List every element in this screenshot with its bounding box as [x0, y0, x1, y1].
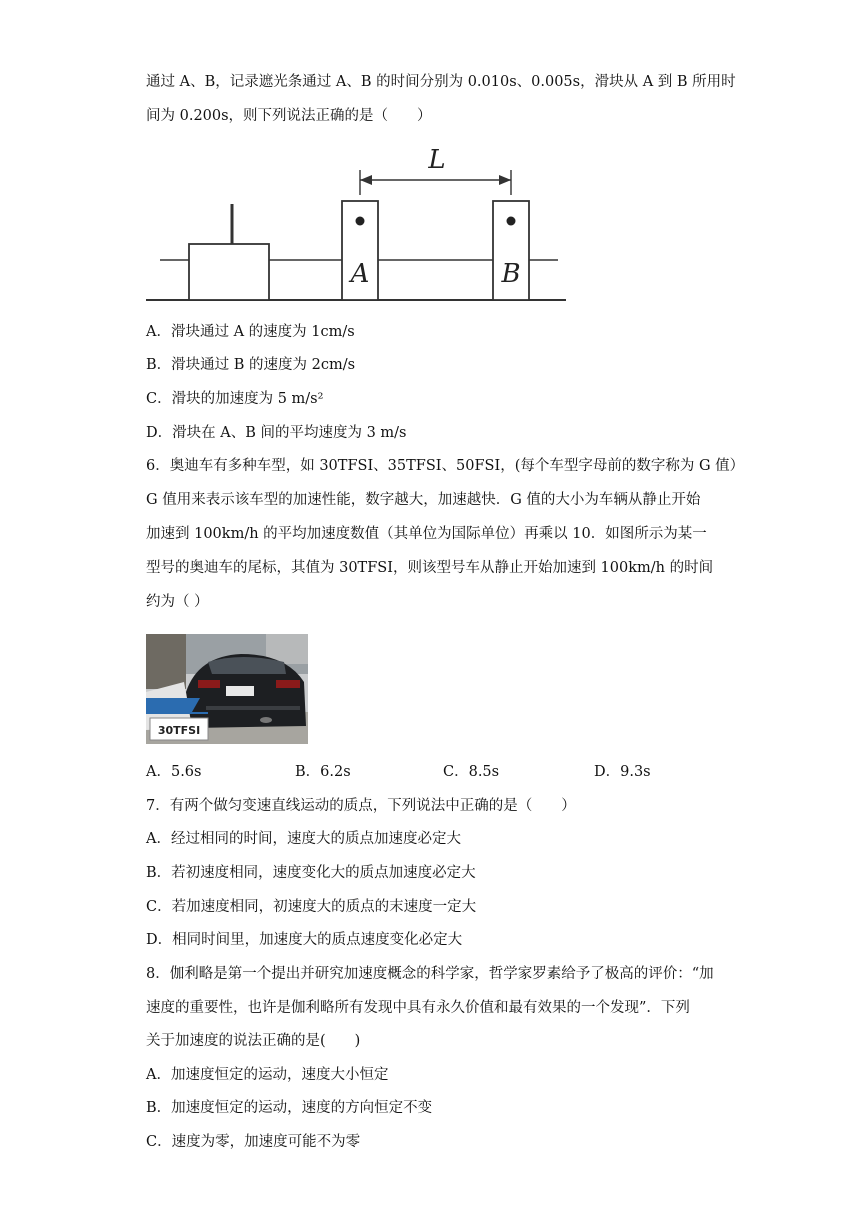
photogate-figure: [146, 140, 566, 305]
q6-stem-line-3: 加速到 100km/h 的平均加速度数值（其单位为国际单位）再乘以 10．如图所示为某一: [146, 526, 707, 542]
q8-option-a: A．加速度恒定的运动，速度大小恒定: [146, 1067, 389, 1083]
q6-option-c: C．8.5s: [443, 764, 500, 780]
gate-a-dot: [356, 217, 365, 226]
q6-stem-line-5: 约为（ ）: [146, 594, 209, 610]
q8-stem-line-3: 关于加速度的说法正确的是( ): [146, 1033, 361, 1049]
gate-b-dot: [507, 217, 516, 226]
q7-option-d: D．相同时间里，加速度大的质点速度变化必定大: [146, 932, 463, 948]
q6-option-d: D．9.3s: [594, 764, 651, 780]
q6-stem-line-4: 型号的奥迪车的尾标，其值为 30TFSI，则该型号车从静止开始加速到 100km/h 的时间: [146, 560, 714, 576]
slider-block: [189, 244, 269, 300]
q7-option-b: B．若初速度相同，速度变化大的质点加速度必定大: [146, 865, 476, 881]
q7-option-a: A．经过相同的时间，速度大的质点加速度必定大: [146, 831, 461, 847]
q8-option-b: B．加速度恒定的运动，速度的方向恒定不变: [146, 1100, 433, 1116]
gate-b-label: B: [501, 259, 521, 289]
q5-option-b: B．滑块通过 B 的速度为 2cm/s: [146, 357, 356, 373]
q6-stem-line-2: G 值用来表示该车型的加速性能，数字越大，加速越快．G 值的大小为车辆从静止开始: [146, 492, 701, 508]
dimension-label: L: [428, 145, 446, 175]
q6-option-a: A．5.6s: [146, 764, 202, 780]
q8-stem-line-2: 速度的重要性，也许是伽利略所有发现中具有永久价值和最有效果的一个发现”．下列: [146, 1000, 690, 1016]
q5-option-d: D．滑块在 A、B 间的平均速度为 3 m/s: [146, 425, 407, 441]
q7-option-c: C．若加速度相同，初速度大的质点的末速度一定大: [146, 899, 477, 915]
q8-option-c: C．速度为零，加速度可能不为零: [146, 1134, 361, 1150]
q5-stem-line-1: 通过 A、B，记录遮光条通过 A、B 的时间分别为 0.010s、0.005s，滑块从 A 到 B 所用时: [146, 74, 736, 90]
car-rear-photo: [146, 634, 308, 744]
car-badge-text: 30TFSI: [157, 724, 201, 737]
gate-a-label: A: [350, 259, 370, 289]
q7-stem: 7．有两个做匀变速直线运动的质点，下列说法中正确的是（ ）: [146, 798, 576, 814]
q6-option-b: B．6.2s: [295, 764, 351, 780]
q8-stem-line-1: 8．伽利略是第一个提出并研究加速度概念的科学家，哲学家罗素给予了极高的评价：“加: [146, 966, 714, 982]
q5-stem-line-2: 间为 0.200s，则下列说法正确的是（ ）: [146, 108, 432, 124]
q6-stem-line-1: 6．奥迪车有多种车型，如 30TFSI、35TFSI、50FSI，(每个车型字母前的数字称为 G 值）: [146, 458, 745, 474]
q5-option-c: C．滑块的加速度为 5 m/s²: [146, 391, 324, 407]
q5-option-a: A．滑块通过 A 的速度为 1cm/s: [146, 324, 355, 340]
